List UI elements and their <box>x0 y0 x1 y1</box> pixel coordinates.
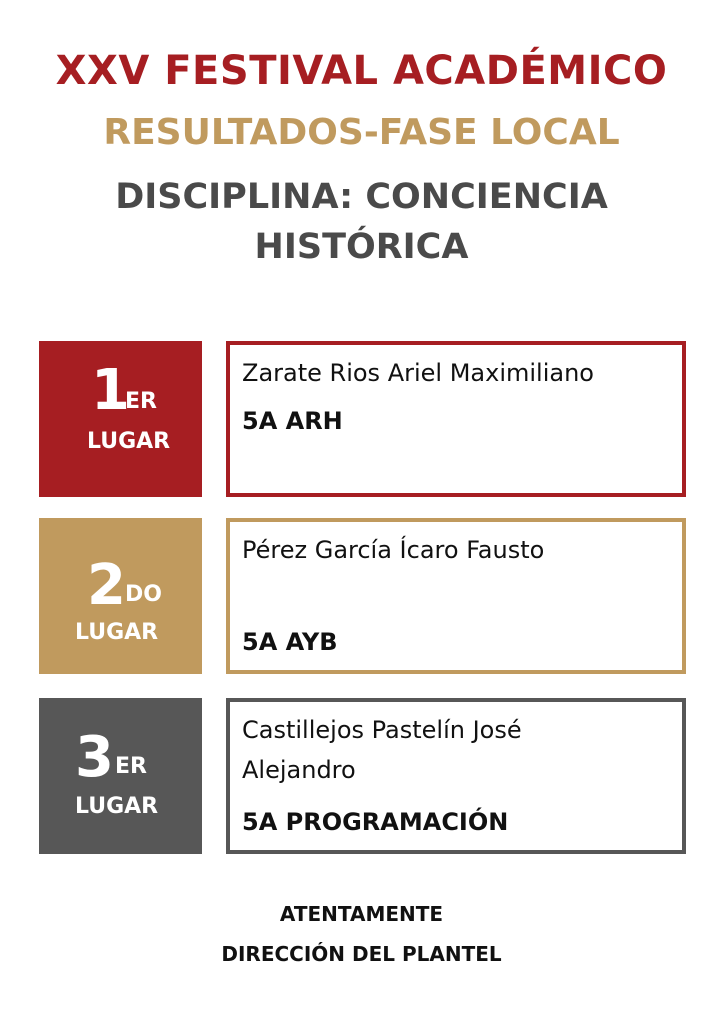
place-number: 3 <box>75 725 114 790</box>
place-lugar: LUGAR <box>75 620 159 645</box>
student-group: 5A ARH <box>242 407 343 435</box>
third-place-entry <box>226 698 686 854</box>
discipline-line-1: DISCIPLINA: CONCIENCIA <box>115 177 608 217</box>
place-lugar: LUGAR <box>75 794 159 819</box>
place-suffix: ER <box>115 754 147 779</box>
signature-line: DIRECCIÓN DEL PLANTEL <box>221 942 502 966</box>
place-suffix: ER <box>125 389 157 414</box>
discipline-heading <box>0 172 723 272</box>
place-number: 2 <box>87 553 126 618</box>
results-subtitle: RESULTADOS-FASE LOCAL <box>103 112 620 153</box>
student-name: Pérez García Ícaro Fausto <box>242 536 545 564</box>
first-place-entry <box>226 341 686 497</box>
first-place-badge <box>39 341 202 497</box>
festival-title: XXV FESTIVAL ACADÉMICO <box>55 48 668 94</box>
student-group: 5A AYB <box>242 628 338 656</box>
second-place-badge <box>39 518 202 674</box>
student-name: Castillejos Pastelín José Alejandro <box>242 716 522 784</box>
place-suffix: DO <box>125 582 162 607</box>
closing-line: ATENTAMENTE <box>279 902 444 926</box>
third-place-badge <box>39 698 202 854</box>
second-place-entry <box>226 518 686 674</box>
student-group: 5A PROGRAMACIÓN <box>242 808 509 836</box>
place-number: 1 <box>91 358 130 423</box>
discipline-line-2: HISTÓRICA <box>254 227 469 267</box>
student-name: Zarate Rios Ariel Maximiliano <box>242 359 594 387</box>
place-lugar: LUGAR <box>87 429 171 454</box>
